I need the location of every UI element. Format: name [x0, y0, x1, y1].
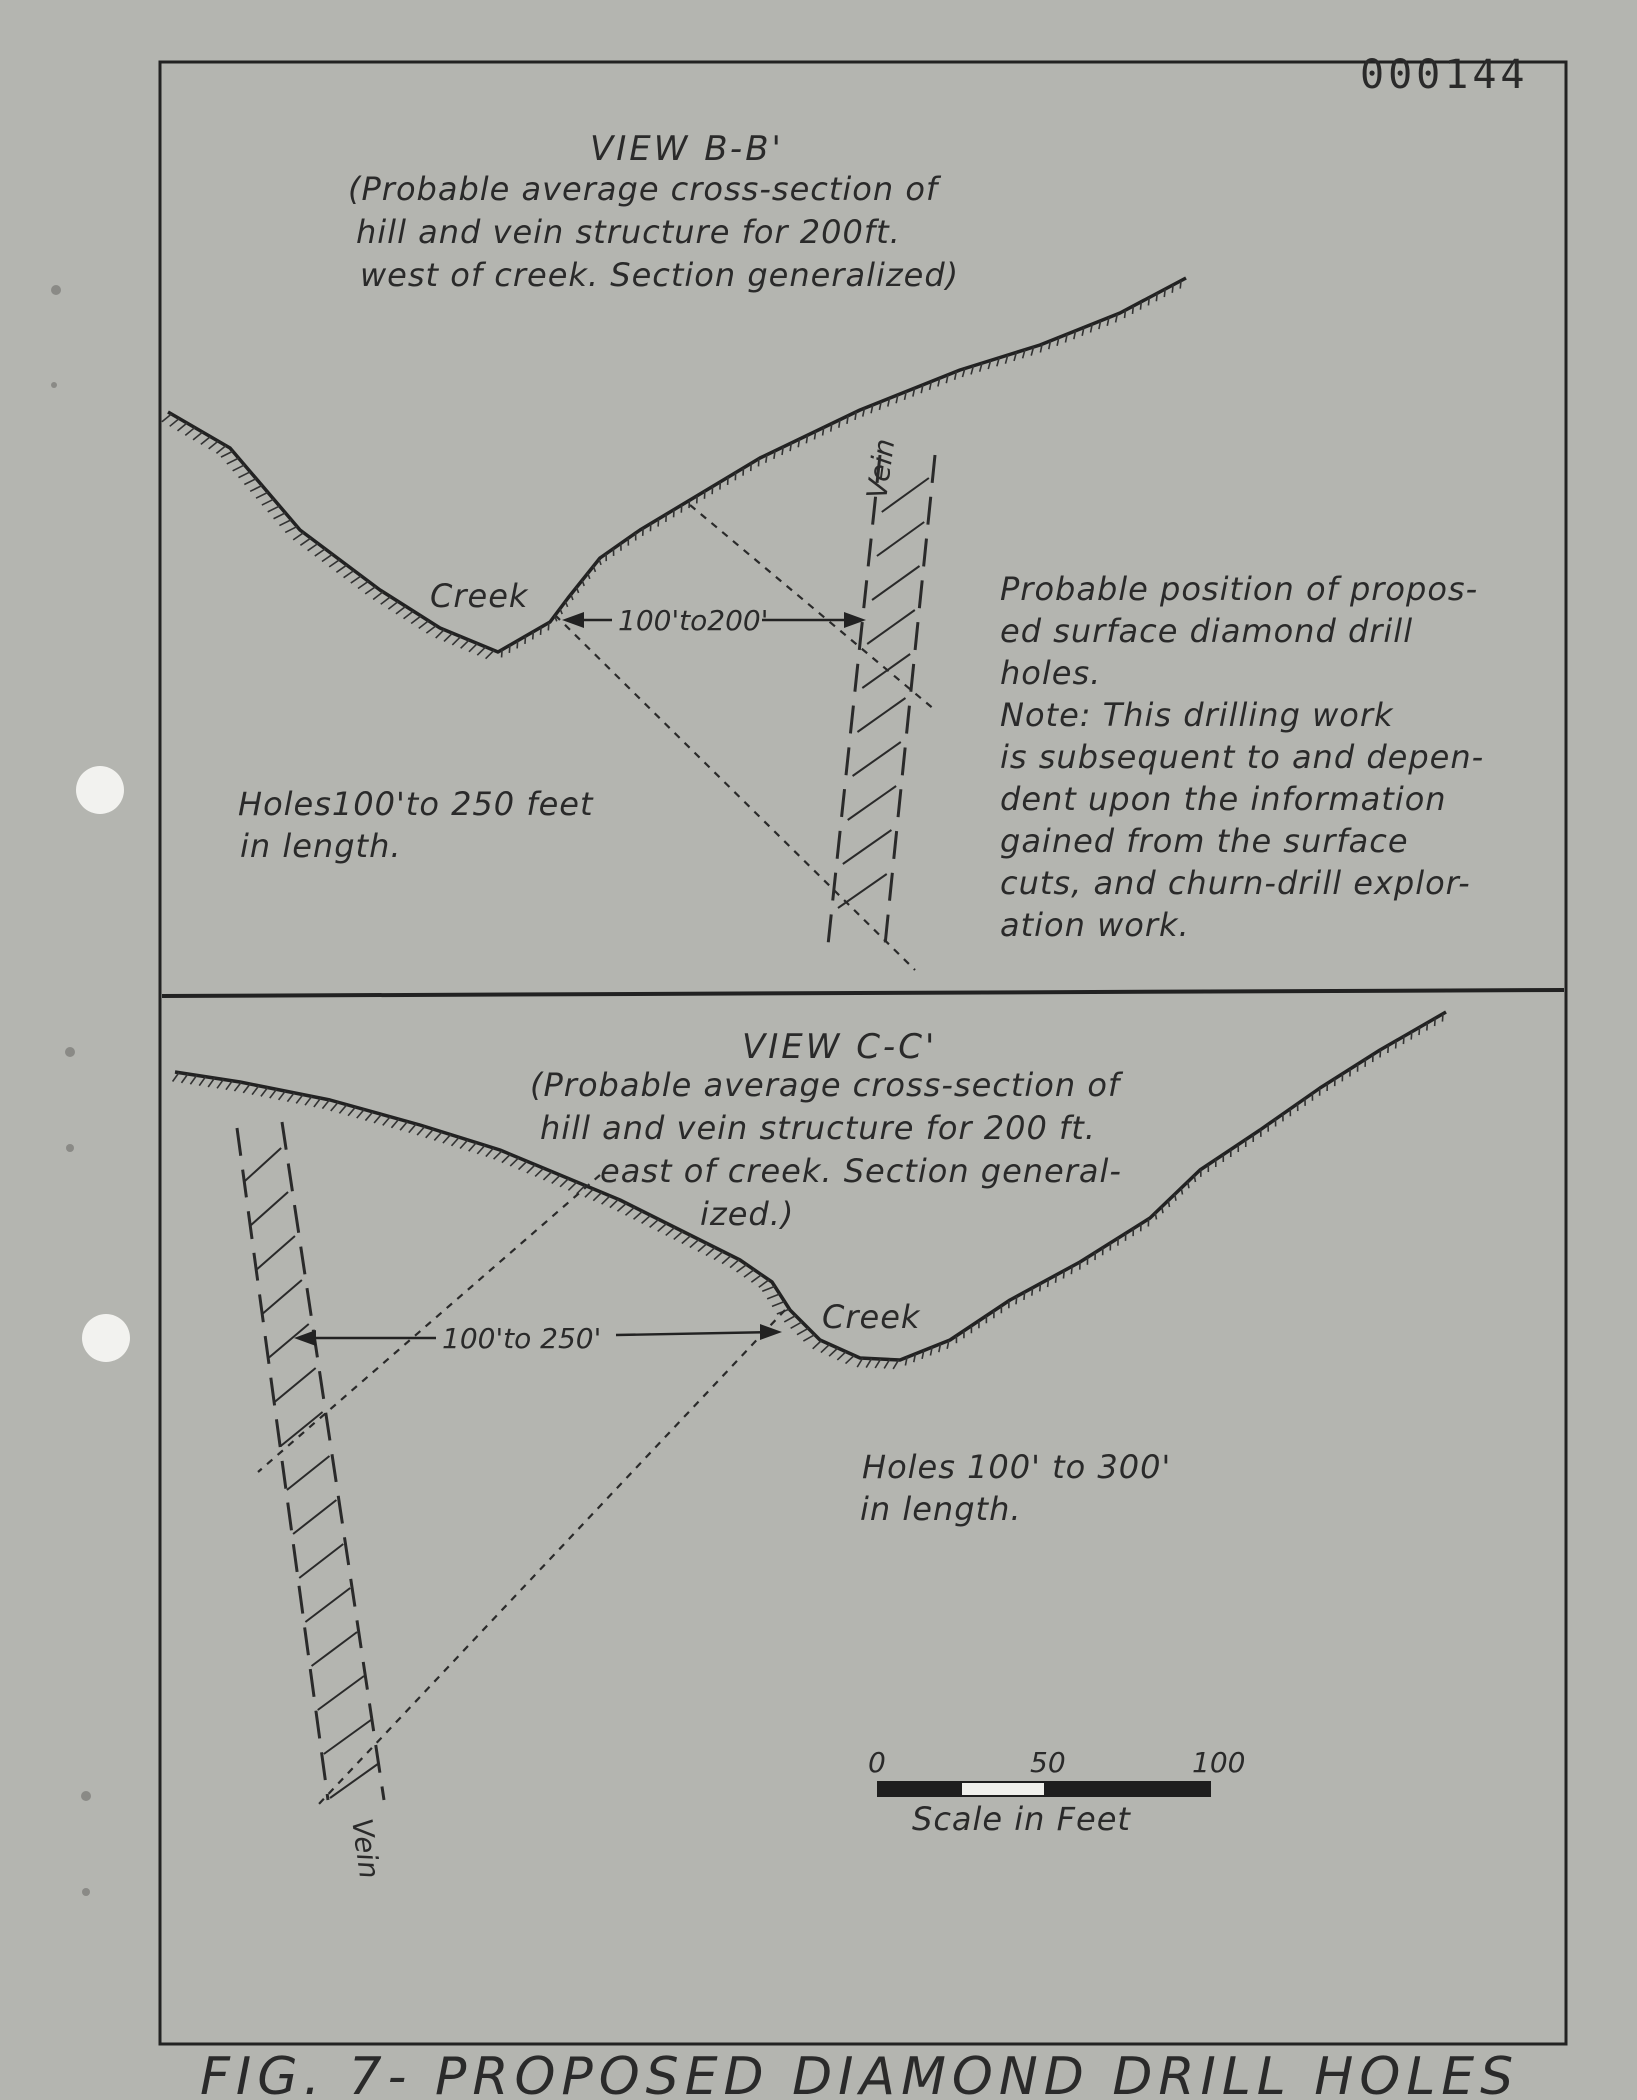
- view-c-vein-label: Vein: [345, 1816, 387, 1881]
- scale-tick-0: 0: [868, 1746, 886, 1779]
- view-c-caption-line-4: ized.): [700, 1195, 795, 1233]
- view-b-caption-line-3: west of creek. Section generalized): [360, 256, 960, 294]
- view-b-title: VIEW B-B': [590, 129, 784, 169]
- view-b-note-line-7: gained from the surface: [1000, 822, 1409, 860]
- view-b-note-line-4: Note: This drilling work: [1000, 696, 1394, 734]
- view-b-note-line-3: holes.: [1000, 654, 1102, 692]
- scale-tick-100: 100: [1192, 1746, 1246, 1779]
- view-b-drill-hole-1: [555, 615, 915, 970]
- view-b-holes-line-2: in length.: [240, 827, 402, 865]
- view-c-drill-hole-2: [318, 1310, 785, 1805]
- view-b-note-line-1: Probable position of propos-: [1000, 570, 1479, 608]
- view-c-distance-label: 100'to 250': [442, 1322, 602, 1355]
- view-c-caption-line-3: east of creek. Section general-: [600, 1152, 1122, 1190]
- scale-tick-50: 50: [1030, 1746, 1066, 1779]
- view-b-caption-line-2: hill and vein structure for 200ft.: [356, 213, 901, 251]
- view-b-note-line-8: cuts, and churn-drill explor-: [1000, 864, 1471, 902]
- view-b-vein-edge-east: [885, 455, 935, 945]
- view-b-vein-edge-west: [828, 455, 880, 945]
- view-c-distance-dimension: [294, 1322, 782, 1355]
- view-b-caption-line-1: (Probable average cross-section of: [348, 170, 939, 208]
- view-c-vein-hatching: [244, 1148, 378, 1798]
- view-b-vein-label: Vein: [860, 436, 902, 501]
- view-b-creek-label: Creek: [430, 577, 529, 615]
- view-b-section: [162, 129, 1484, 970]
- view-b-note-line-9: ation work.: [1000, 906, 1190, 944]
- binder-hole-top: [76, 766, 124, 814]
- view-b-holes-line-1: Holes100'to 250 feet: [238, 785, 594, 823]
- view-c-holes-line-1: Holes 100' to 300': [862, 1448, 1172, 1486]
- view-b-note: [1000, 570, 1484, 944]
- view-b-note-line-5: is subsequent to and depen-: [1000, 738, 1485, 776]
- scale-label: Scale in Feet: [912, 1800, 1131, 1838]
- view-b-note-line-2: ed surface diamond drill: [1000, 612, 1414, 650]
- view-b-vein-hatching: [838, 478, 929, 908]
- view-divider: [162, 990, 1564, 996]
- view-b-distance-dimension: [562, 604, 866, 637]
- view-c-caption-line-1: (Probable average cross-section of: [530, 1066, 1121, 1104]
- view-b-distance-label: 100'to200': [618, 604, 769, 637]
- binder-hole-bottom: [82, 1314, 130, 1362]
- document-number: 000144: [1360, 52, 1529, 98]
- view-c-section: [173, 1012, 1446, 1881]
- margin-marks: [51, 285, 91, 1896]
- view-c-vein-edge-west: [237, 1128, 328, 1800]
- view-b-note-line-6: dent upon the information: [1000, 780, 1447, 818]
- figure-caption: FIG. 7- PROPOSED DIAMOND DRILL HOLES: [200, 2047, 1520, 2100]
- view-c-creek-label: Creek: [822, 1298, 921, 1336]
- view-c-title: VIEW C-C': [742, 1027, 938, 1067]
- view-c-holes-line-2: in length.: [860, 1490, 1022, 1528]
- scale-bar: [868, 1746, 1245, 1838]
- view-c-caption-line-2: hill and vein structure for 200 ft.: [540, 1109, 1096, 1147]
